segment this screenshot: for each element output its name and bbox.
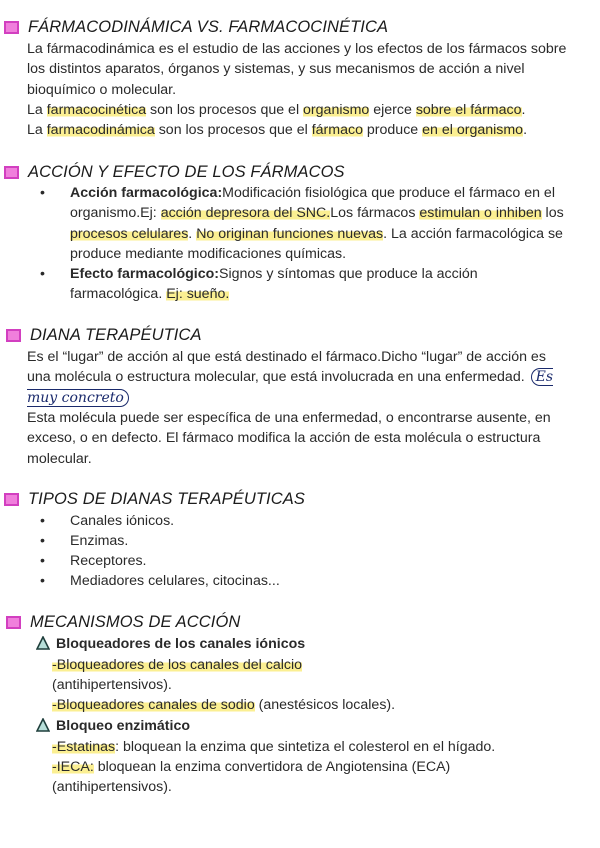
highlight: Ej: sueño.	[166, 286, 230, 303]
pink-square-marker	[4, 166, 19, 179]
bullet-dot: •	[40, 573, 45, 589]
subheading-text: Bloqueadores de los canales iónicos	[56, 636, 306, 652]
triangle-icon	[36, 636, 50, 650]
section-heading-accion-efecto	[4, 160, 345, 184]
highlight: farmacodinámica	[46, 122, 155, 138]
section-heading-tipos-dianas	[4, 487, 305, 511]
line	[52, 655, 582, 675]
text: (anestésicos locales).	[254, 697, 396, 713]
text: .	[188, 225, 197, 242]
line	[52, 777, 582, 797]
subheading-text: Bloqueo enzimático	[56, 718, 191, 734]
heading-text: FÁRMACODINÁMICA VS. FARMACOCINÉTICA	[28, 17, 389, 36]
highlight: -Bloqueadores canales de sodio	[52, 697, 255, 713]
text: los	[541, 205, 564, 222]
text: : bloquean la enzima que sintetiza el colesterol en el hígado.	[115, 739, 496, 755]
subheading-canales-ionicos	[36, 634, 576, 654]
text: La	[27, 122, 47, 138]
bullet-dot: •	[40, 185, 45, 201]
text: .	[523, 122, 528, 138]
line	[52, 675, 582, 695]
list-item-body	[70, 264, 565, 305]
term-label: Acción farmacológica:	[70, 185, 223, 201]
text: (antihipertensivos).	[52, 677, 172, 693]
text: La	[27, 102, 47, 118]
text: .	[521, 102, 526, 118]
line	[52, 757, 582, 777]
highlight: farmacocinética	[46, 102, 147, 118]
list-item-text: Receptores.	[70, 553, 147, 569]
highlight: fármaco	[311, 122, 363, 138]
highlight: en el organismo	[422, 122, 524, 138]
list-item	[40, 571, 560, 591]
heading-text: ACCIÓN Y EFECTO DE LOS FÁRMACOS	[28, 162, 345, 181]
text: Modificación fisiológica que produce el fármaco en el organismo.Ej:	[70, 185, 555, 222]
list-item-text: Canales iónicos.	[70, 513, 175, 529]
pink-square-marker	[6, 329, 21, 342]
text: Los fármacos	[330, 205, 420, 222]
line	[52, 737, 582, 757]
highlight: organismo	[303, 102, 370, 118]
highlight: -IECA:	[52, 759, 94, 775]
list-item-efecto-farmacologico	[40, 264, 560, 306]
paragraph-diana-detail: Esta molécula puede ser específica de una enfermedad, o encontrarse ausente, en exceso, o en defecto. El fármaco modifica la acción de esta molécula o estructura molecular.	[27, 410, 551, 467]
section-heading-mecanismos	[6, 610, 240, 634]
section-heading-farmacodinamica	[4, 15, 388, 39]
highlight: -Estatinas	[52, 739, 116, 755]
text: son los procesos que el	[154, 122, 312, 138]
highlight: -Bloqueadores de los canales del calcio	[52, 657, 303, 673]
text: (antihipertensivos).	[52, 779, 172, 795]
subheading-bloqueo-enzimatico	[36, 716, 576, 736]
pink-square-marker	[6, 616, 21, 629]
paragraph-diana-def	[27, 347, 572, 408]
line	[52, 695, 582, 715]
bullet-dot: •	[40, 513, 45, 529]
term-label: Efecto farmacológico:	[70, 266, 219, 282]
handwritten-note: Es muy concreto	[27, 369, 554, 406]
highlight: No originan funciones nuevas	[196, 225, 384, 242]
pink-square-marker	[4, 21, 19, 34]
list-item-text: Mediadores celulares, citocinas...	[70, 573, 280, 589]
bullet-dot: •	[40, 266, 45, 282]
heading-text: DIANA TERAPÉUTICA	[30, 325, 202, 344]
highlight: estimulan o inhiben	[419, 205, 542, 222]
text: bloquean la enzima convertidora de Angiotensina (ECA)	[93, 759, 451, 775]
list-item	[40, 531, 560, 551]
line-farmacodinamica	[27, 120, 572, 140]
triangle-icon	[36, 718, 50, 732]
text: Signos y síntomas que produce la acción farmacológica.	[70, 266, 478, 303]
line-farmacocinetica	[27, 100, 572, 120]
highlight: sobre el fármaco	[415, 102, 522, 118]
heading-text: TIPOS DE DIANAS TERAPÉUTICAS	[28, 489, 305, 508]
bullet-dot: •	[40, 553, 45, 569]
text: ejerce	[369, 102, 416, 118]
list-item	[40, 551, 560, 571]
list-item-text: Enzimas.	[70, 533, 129, 549]
text: . La acción farmacológica se produce mediante modificaciones químicas.	[70, 225, 563, 262]
section-heading-diana	[6, 323, 202, 347]
list-item-body	[70, 183, 565, 264]
bullet-dot: •	[40, 533, 45, 549]
text: Es el “lugar” de acción al que está destinado el fármaco.Dicho “lugar” de acción es una molécula o estructura molecular, que está involucrada en una enfermedad.	[27, 349, 546, 386]
paragraph-definition: La fármacodinámica es el estudio de las acciones y los efectos de los fármacos sobre los distintos aparatos, órganos y sistemas, y sus mecanismos de acción a nivel bioquímico o molecular.	[27, 41, 567, 98]
list-item	[40, 511, 560, 531]
highlight: acción depresora del SNC.	[160, 205, 331, 222]
heading-text: MECANISMOS DE ACCIÓN	[30, 612, 241, 631]
highlight: procesos celulares	[70, 225, 189, 242]
text: produce	[362, 122, 423, 138]
list-item-accion-farmacologica	[40, 183, 564, 265]
pink-square-marker	[4, 493, 19, 506]
text: son los procesos que el	[146, 102, 304, 118]
